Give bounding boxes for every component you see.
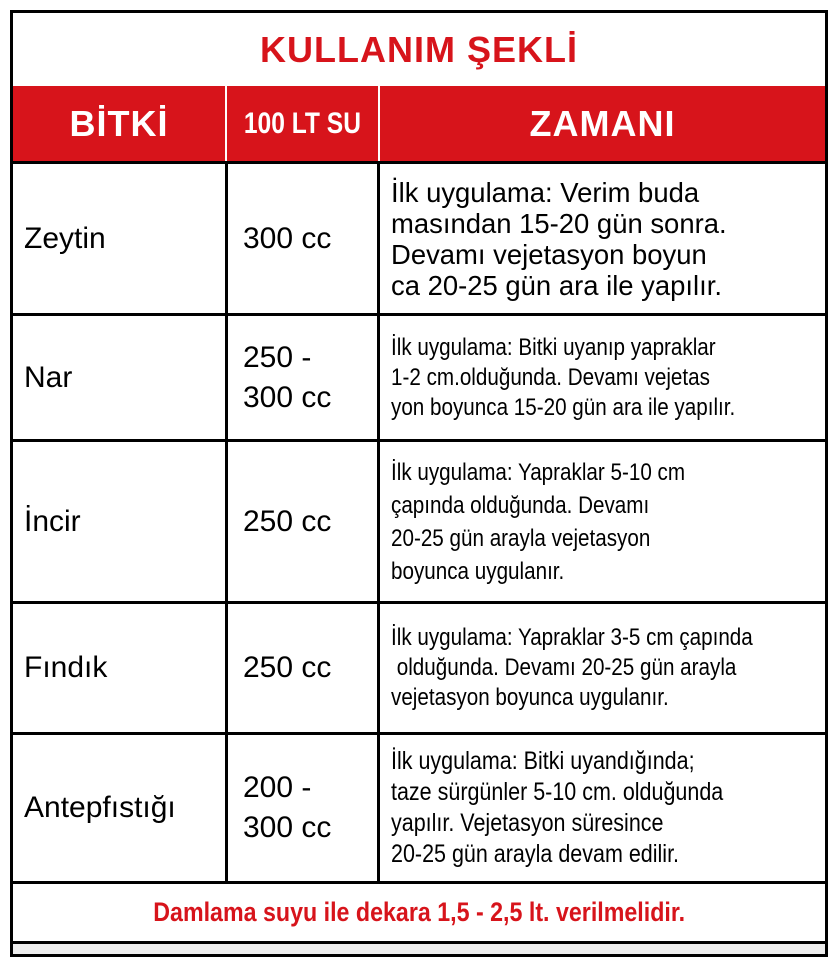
usage-table xyxy=(10,10,828,957)
time-line: İlk uygulama: Bitki uyanıp yapraklar xyxy=(391,333,716,361)
dose-cell xyxy=(225,316,380,439)
time-cell xyxy=(380,316,825,439)
time-cell xyxy=(380,442,825,601)
dose-line: 300 cc xyxy=(243,811,332,844)
time-line: 20-25 gün arayla devam edilir. xyxy=(391,840,680,868)
time-line: olduğunda. Devamı 20-25 gün arayla xyxy=(391,654,737,681)
time-line: yon boyunca 15-20 gün ara ile yapılır. xyxy=(391,393,736,421)
table-title: KULLANIM ŞEKLİ xyxy=(260,28,578,70)
dose-cell xyxy=(225,735,380,881)
dose-line: 250 - xyxy=(243,340,312,374)
time-line: boyunca uygulanır. xyxy=(391,557,565,585)
bottom-strip xyxy=(13,941,825,954)
table-row xyxy=(13,313,825,439)
plant-cell: Zeytin xyxy=(24,221,106,255)
time-line: yapılır. Vejetasyon süresince xyxy=(391,809,664,837)
footer-text: Damlama suyu ile dekara 1,5 - 2,5 lt. verilmelidir. xyxy=(153,897,685,927)
header-plant: BİTKİ xyxy=(13,86,225,161)
time-line: İlk uygulama: Yapraklar 3-5 cm çapında xyxy=(391,624,753,651)
dose-cell xyxy=(225,442,380,601)
time-line: İlk uygulama: Verim buda xyxy=(391,176,700,208)
table-row xyxy=(13,439,825,601)
dose-cell xyxy=(225,604,380,732)
dose-line: 250 cc xyxy=(243,651,332,684)
time-cell xyxy=(380,164,825,313)
plant-cell: İncir xyxy=(24,504,81,538)
dose-line: 250 cc xyxy=(243,504,332,538)
header-time: ZAMANI xyxy=(380,86,825,161)
plant-cell: Nar xyxy=(24,360,73,394)
header-water xyxy=(225,86,380,161)
time-line: vejetasyon boyunca uygulanır. xyxy=(391,684,669,711)
time-cell xyxy=(380,735,825,881)
time-line: 1-2 cm.olduğunda. Devamı vejetas xyxy=(391,363,710,391)
time-line: İlk uygulama: Yapraklar 5-10 cm xyxy=(391,458,686,486)
time-line: ca 20-25 gün ara ile yapılır. xyxy=(391,269,723,301)
footer-note xyxy=(13,881,825,941)
header-water-label: 100 LT SU xyxy=(243,106,362,140)
time-line: Devamı vejetasyon boyun xyxy=(391,238,707,270)
time-line: 20-25 gün arayla vejetasyon xyxy=(391,524,651,552)
time-cell xyxy=(380,604,825,732)
time-line: masından 15-20 gün sonra. xyxy=(391,207,727,239)
dose-cell xyxy=(225,164,380,313)
plant-cell: Fındık xyxy=(24,651,108,684)
dose-line: 300 cc xyxy=(243,221,332,255)
table-row xyxy=(13,601,825,732)
table-row xyxy=(13,732,825,881)
time-line: taze sürgünler 5-10 cm. olduğunda xyxy=(391,778,724,806)
table-row xyxy=(13,161,825,313)
plant-cell: Antepfıstığı xyxy=(24,791,176,824)
dose-line: 200 - xyxy=(243,771,312,804)
time-line: çapında olduğunda. Devamı xyxy=(391,491,650,519)
time-line: İlk uygulama: Bitki uyandığında; xyxy=(391,747,695,775)
dose-line: 300 cc xyxy=(243,380,332,414)
